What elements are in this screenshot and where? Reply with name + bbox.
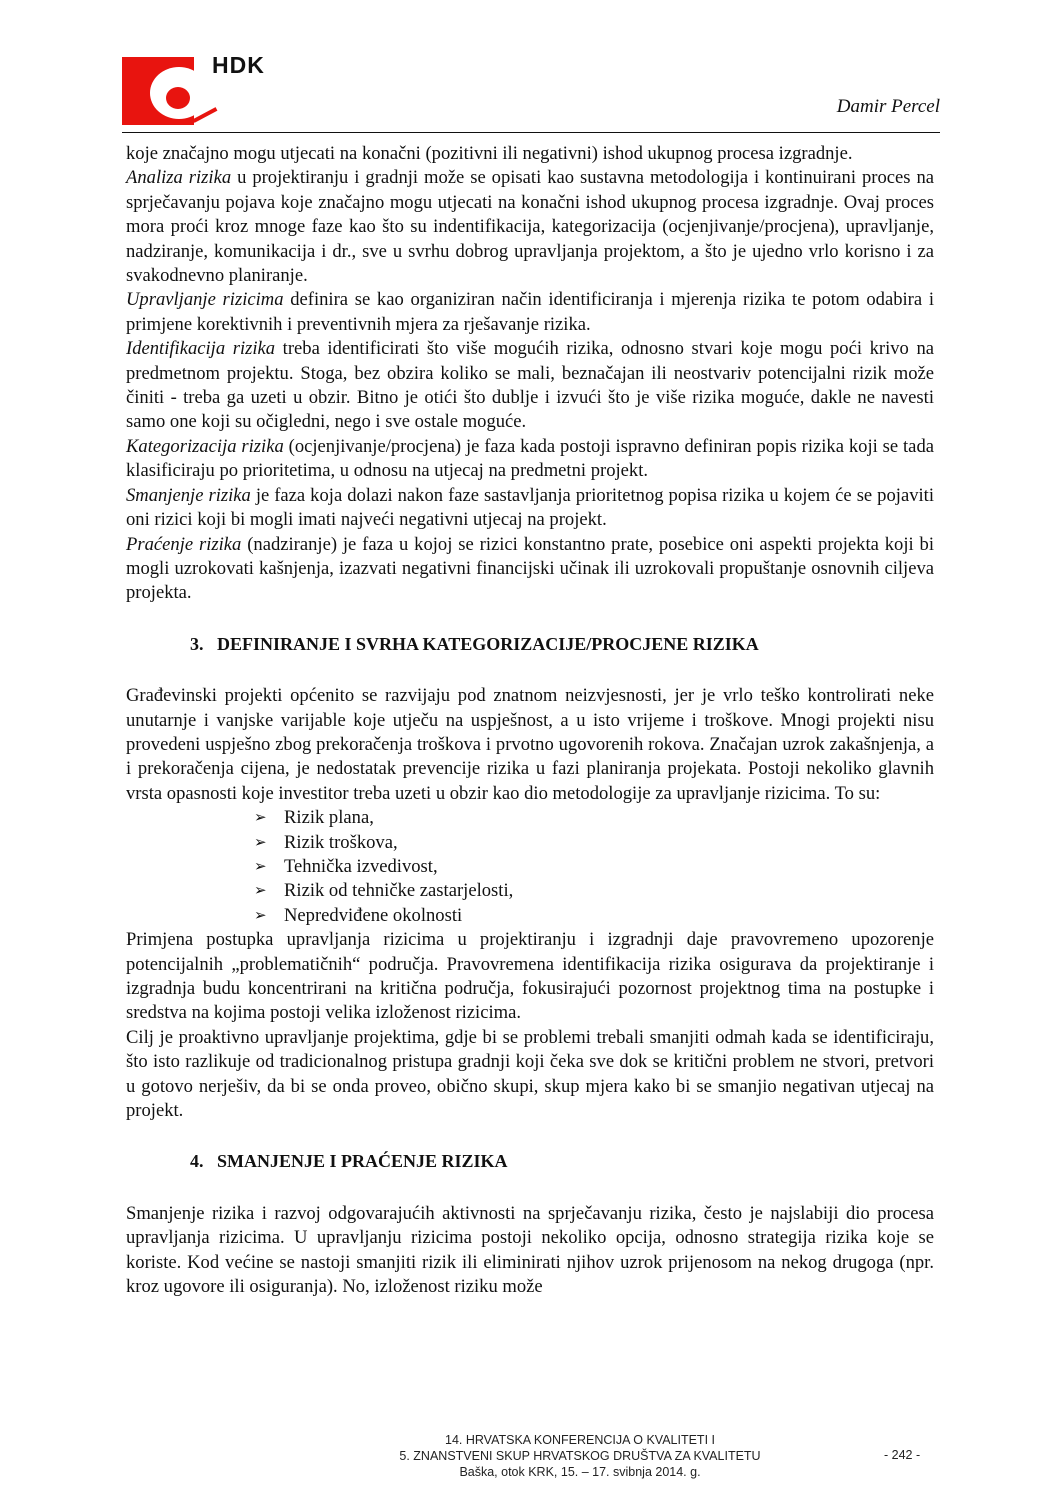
- hdk-logo: [122, 52, 280, 127]
- paragraph: [126, 533, 934, 606]
- header-rule: [122, 132, 940, 133]
- paragraph: [126, 337, 934, 435]
- list-item: [254, 904, 934, 928]
- paragraph-text: (ocjenjivanje/procjena) je faza kada postoji ispravno definiran popis rizika koji se tada klasificiraju po prioritetima, u odnosu na utjecaj na predmetni projekt.: [126, 435, 934, 482]
- paragraph-text: treba identificirati što više mogućih rizika, odnosno stvari koje mogu poći krivo na predmetnom projektu. Stoga, bez obzira koliko se mali, beznačajan ili neostvariv potencijalni rizik može činiti - treba ga uzeti u obzir. Bitno je otići što dublje i izvući što je više rizika moguće, dakle ne navesti samo one koji su očigledni, nego i sve ostale moguće.: [126, 338, 934, 433]
- arrow-bullet-icon: ➢: [254, 907, 267, 924]
- arrow-bullet-icon: ➢: [254, 810, 267, 827]
- list-item-text: Rizik troškova,: [284, 831, 398, 853]
- paragraph-text: definira se kao organiziran način identificiranja i mjerenja rizika te potom odabira i primjene korektivnih i preventivnih mjera za rješavanje rizika.: [126, 289, 934, 335]
- logo-q-inner: [166, 87, 190, 109]
- paragraph: Smanjenje rizika i razvoj odgovarajućih aktivnosti na sprječavanju rizika, često je najslabiji dio procesa upravljanja rizicima. U upravljanju rizicima postoji nekoliko opcija, odnosno strategija rizika koje se koriste. Kod većine se nastoji smanjiti rizik ili eliminirati njihov uzrok prijenosom na nekog drugoga (npr. kroz ugovore ili osiguranja). No, izloženost riziku može: [126, 1202, 934, 1298]
- section-heading-4: [126, 1149, 934, 1173]
- term: Praćenje rizika: [126, 533, 242, 555]
- paragraph: Cilj je proaktivno upravljanje projektima, gdje bi se problemi trebali smanjiti odmah kada se identificiraju, što isto razlikuje od tradicionalnog pristupa gradnji koji čeka sve dok se kritični problem ne stvori, pretvori u gotovo nerješiv, da bi se onda proveo, obično skupi, skup mjera kako bi se smanjio negativan utjecaj na projekt.: [126, 1026, 934, 1122]
- paragraph-text: (nadziranje) je faza u kojoj se rizici konstantno prate, posebice oni aspekti projekta koji bi mogli uzrokovati kašnjenja, izazvati negativni financijski učinak ili uzrokovali propuštanje osnovnih ciljeva projekta.: [126, 533, 934, 604]
- list-item-text: Tehnička izvedivost,: [284, 855, 438, 877]
- paragraph-text: u projektiranju i gradnji može se opisati kao sustavna metodologija i kontinuirani proces na sprječavanju pojava koje značajno mogu utjecati na konačni ishod ukupnog procesa izgradnje. Ovaj proces mora proći kroz mnoge faze kao što su indentifikacija, kategorizacija (ocjenjivanje/procjena), upravljanje, nadziranje, komunikacija i dr., sve u svrhu dobrog upravljanja projektom, a što je ujedno vrlo korisno i za svakodnevno planiranje.: [126, 167, 934, 287]
- term: Smanjenje rizika: [126, 484, 251, 506]
- paragraph: [126, 166, 934, 288]
- page-number: - 242 -: [884, 1448, 921, 1462]
- paragraph: [126, 435, 934, 484]
- section-title: DEFINIRANJE I SVRHA KATEGORIZACIJE/PROCJENE RIZIKA: [217, 633, 759, 654]
- term: Kategorizacija rizika: [126, 435, 284, 457]
- paragraph: [126, 484, 934, 533]
- document-body: [126, 142, 934, 1299]
- section-number: 4.: [190, 1151, 204, 1172]
- section-title: SMANJENJE I PRAĆENJE RIZIKA: [217, 1151, 508, 1172]
- footer-line-1: 14. HRVATSKA KONFERENCIJA O KVALITETI I: [445, 1433, 715, 1447]
- section-heading-3: [126, 632, 934, 656]
- running-header-author: Damir Percel: [836, 96, 940, 117]
- list-item: [254, 879, 934, 903]
- paragraph: Primjena postupka upravljanja rizicima u projektiranju i izgradnji daje pravovremeno upozorenje potencijalnih „problematičnih“ područja. Pravovremena identifikacija rizika osigurava da projektiranje i izgradnja budu koncentrirani na kritična područja, fokusirajući pozornost projektnog tima na postupke i sredstva na kojima postoji velika izloženost rizicima.: [126, 929, 934, 1024]
- paragraph-text: je faza koja dolazi nakon faze sastavljanja prioritetnog popisa rizika u kojem će se pojaviti oni rizici koji bi mogli imati najveći negativni utjecaj na projekt.: [126, 484, 934, 531]
- term: Identifikacija rizika: [126, 338, 276, 360]
- footer-line-3: Baška, otok KRK, 15. – 17. svibnja 2014. g.: [459, 1465, 701, 1479]
- paragraph: Građevinski projekti općenito se razvijaju pod znatnom neizvjesnosti, jer je vrlo teško kontrolirati neke unutarnje i vanjske varijable koje utječu na uspješnost, a u isto vrijeme i troškove. Mnogi projekti nisu provedeni uspješno zbog prekoračenja troškova i prvotno ugovorenih rokova. Značajan uzrok zakašnjenja, a i prekoračenja cijena, je nedostatak prevencije rizika u fazi planiranja projekata. Postoji nekoliko glavnih vrsta opasnosti koje investitor treba uzeti u obzir kao dio metodologije za upravljanje rizicima. To su:: [126, 685, 934, 804]
- list-item-text: Rizik plana,: [284, 807, 374, 829]
- list-item: [254, 831, 934, 855]
- arrow-bullet-icon: ➢: [254, 858, 267, 875]
- term: Analiza rizika: [126, 167, 232, 189]
- list-item: [254, 806, 934, 830]
- arrow-bullet-icon: ➢: [254, 834, 267, 851]
- section-number: 3.: [190, 633, 204, 654]
- arrow-bullet-icon: ➢: [254, 883, 267, 900]
- page-footer: [380, 1432, 780, 1480]
- list-item-text: Nepredviđene okolnosti: [284, 904, 463, 926]
- risk-type-list: [126, 806, 934, 928]
- term: Upravljanje rizicima: [126, 289, 284, 311]
- paragraph-text: koje značajno mogu utjecati na konačni (pozitivni ili negativni) ishod ukupnog procesa izgradnje.: [126, 143, 853, 164]
- paragraph: [126, 288, 934, 337]
- paragraph: [126, 142, 934, 166]
- list-item: [254, 855, 934, 879]
- footer-line-2: 5. ZNANSTVENI SKUP HRVATSKOG DRUŠTVA ZA KVALITETU: [399, 1449, 761, 1463]
- logo-text: HDK: [212, 52, 265, 78]
- list-item-text: Rizik od tehničke zastarjelosti,: [284, 880, 514, 902]
